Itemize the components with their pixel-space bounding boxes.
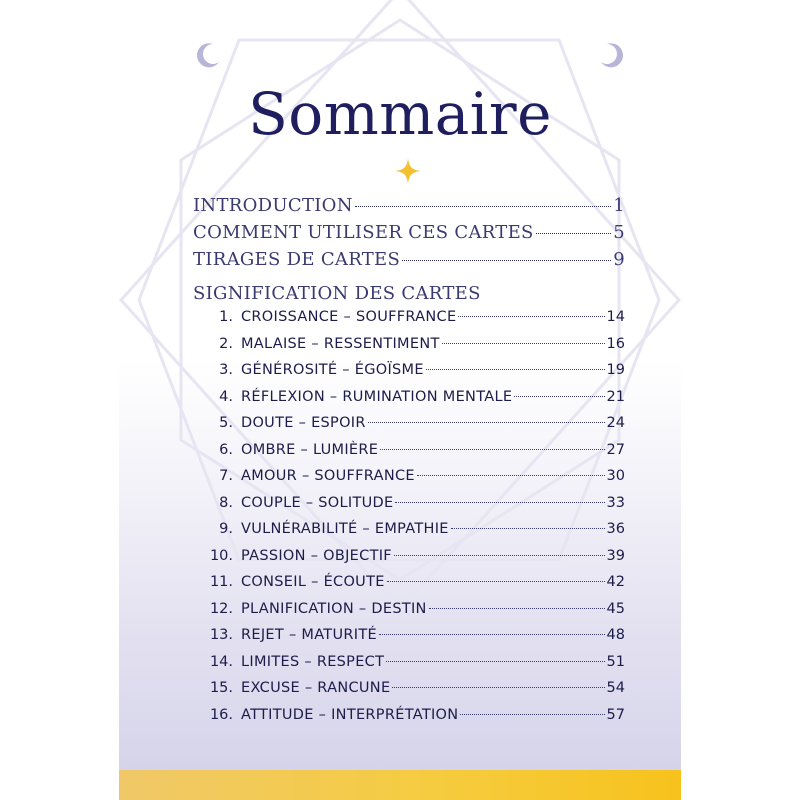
dot-leader — [379, 634, 605, 635]
card-number: 12. — [209, 600, 233, 617]
dot-leader — [368, 422, 605, 423]
card-page: 14 — [606, 309, 625, 325]
card-title: PASSION – OBJECTIF — [241, 547, 392, 564]
card-page: 21 — [606, 388, 625, 405]
card-number: 11. — [209, 574, 233, 590]
crescent-moon-icon — [193, 40, 223, 70]
gold-footer-band — [119, 770, 681, 800]
card-number: 13. — [209, 627, 233, 643]
dot-leader — [429, 608, 605, 609]
card-title: LIMITES – RESPECT — [241, 653, 385, 670]
card-entry[interactable] — [193, 707, 625, 734]
dot-leader — [417, 475, 605, 476]
summary-page — [119, 0, 681, 800]
dot-leader — [386, 661, 604, 662]
card-number: 8. — [219, 494, 233, 511]
card-entry[interactable] — [193, 362, 625, 389]
dot-leader — [536, 233, 612, 234]
card-number: 15. — [209, 680, 233, 696]
card-title: PLANIFICATION – DESTIN — [241, 600, 427, 617]
card-entry[interactable] — [193, 415, 625, 442]
dot-leader — [426, 369, 605, 370]
card-title: VULNÉRABILITÉ – EMPATHIE — [241, 521, 449, 537]
card-title: COUPLE – SOLITUDE — [241, 494, 394, 511]
card-number: 16. — [209, 706, 233, 723]
card-title: ATTITUDE – INTERPRÉTATION — [241, 706, 459, 723]
card-number: 1. — [219, 309, 233, 325]
card-title: CONSEIL – ÉCOUTE — [241, 574, 385, 590]
card-number: 14. — [209, 653, 233, 670]
toc-entry-page: 9 — [613, 249, 625, 270]
toc-entry-page: 1 — [613, 195, 625, 216]
card-title: REJET – MATURITÉ — [241, 627, 377, 643]
card-page: 24 — [606, 415, 625, 431]
dot-leader — [451, 528, 605, 529]
card-number: 9. — [219, 521, 233, 537]
dot-leader — [380, 449, 604, 450]
dot-leader — [387, 581, 605, 582]
dot-leader — [514, 396, 604, 397]
card-page: 33 — [606, 494, 625, 511]
dot-leader — [442, 343, 605, 344]
card-entry[interactable] — [193, 627, 625, 654]
card-title: GÉNÉROSITÉ – ÉGOÏSME — [241, 362, 424, 378]
card-page: 57 — [606, 706, 625, 723]
card-entry[interactable] — [193, 680, 625, 707]
card-number: 4. — [219, 388, 233, 405]
crescent-moon-icon — [597, 40, 627, 70]
dot-leader — [355, 206, 611, 207]
dot-leader — [392, 687, 604, 688]
card-page: 51 — [606, 653, 625, 670]
card-page: 45 — [606, 600, 625, 617]
card-title: AMOUR – SOUFFRANCE — [241, 468, 415, 484]
card-entry[interactable] — [193, 654, 625, 681]
card-entry[interactable] — [193, 336, 625, 363]
toc-entry[interactable] — [193, 249, 625, 276]
card-title: EXCUSE – RANCUNE — [241, 680, 391, 696]
dot-leader — [402, 260, 611, 261]
card-page: 16 — [606, 335, 625, 352]
dot-leader — [395, 502, 604, 503]
card-page: 30 — [606, 468, 625, 484]
card-page: 42 — [606, 574, 625, 590]
card-page: 27 — [606, 441, 625, 458]
sparkle-star-icon — [395, 158, 421, 184]
card-page: 36 — [606, 521, 625, 537]
card-entry[interactable] — [193, 574, 625, 601]
card-number: 2. — [219, 335, 233, 352]
dot-leader — [460, 714, 604, 715]
card-title: MALAISE – RESSENTIMENT — [241, 335, 440, 352]
card-title: CROISSANCE – SOUFFRANCE — [241, 309, 457, 325]
card-page: 48 — [606, 627, 625, 643]
dot-leader — [458, 316, 604, 317]
card-number: 3. — [219, 362, 233, 378]
card-page: 54 — [606, 680, 625, 696]
page-title: Sommaire — [248, 80, 552, 148]
card-number: 10. — [209, 547, 233, 564]
card-entry[interactable] — [193, 389, 625, 416]
card-page: 19 — [606, 362, 625, 378]
card-number: 6. — [219, 441, 233, 458]
card-title: DOUTE – ESPOIR — [241, 415, 366, 431]
card-entry[interactable] — [193, 521, 625, 548]
card-entry[interactable] — [193, 468, 625, 495]
toc-entry[interactable] — [193, 195, 625, 222]
toc-entry-page: 5 — [613, 222, 625, 243]
card-number: 7. — [219, 468, 233, 484]
card-title: RÉFLEXION – RUMINATION MENTALE — [241, 388, 513, 405]
card-page: 39 — [606, 547, 625, 564]
card-number: 5. — [219, 415, 233, 431]
card-entry[interactable] — [193, 601, 625, 628]
toc-entry-label: COMMENT UTILISER CES CARTES — [193, 222, 534, 243]
card-entry[interactable] — [193, 548, 625, 575]
card-toc-list — [193, 309, 625, 733]
toc-entry[interactable] — [193, 222, 625, 249]
section-heading: SIGNIFICATION DES CARTES — [193, 283, 481, 304]
card-entry[interactable] — [193, 495, 625, 522]
toc-entry-label: INTRODUCTION — [193, 195, 353, 216]
toc-entry-label: TIRAGES DE CARTES — [193, 249, 401, 270]
card-entry[interactable] — [193, 309, 625, 336]
dot-leader — [394, 555, 605, 556]
main-toc-entries — [193, 195, 625, 276]
card-entry[interactable] — [193, 442, 625, 469]
card-title: OMBRE – LUMIÈRE — [241, 441, 379, 458]
